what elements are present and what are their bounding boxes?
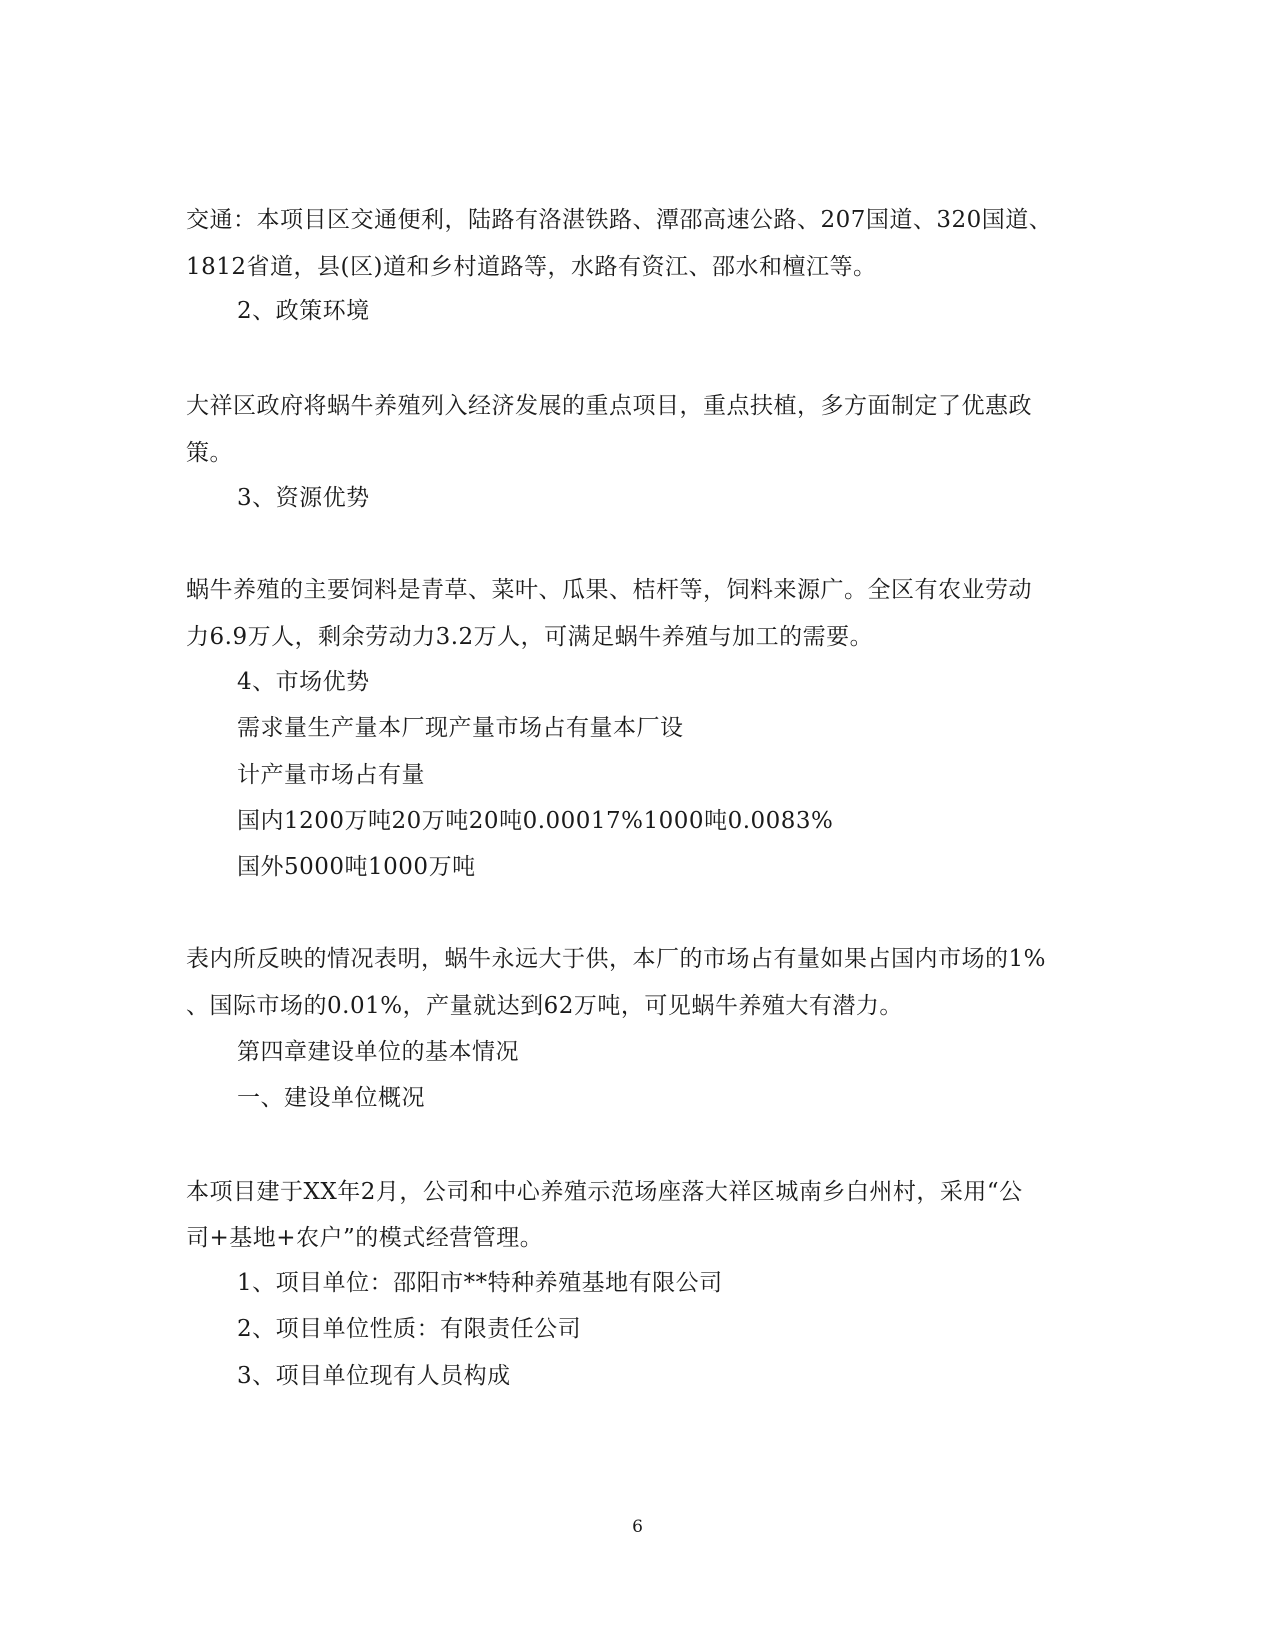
paragraph-transport-line-2: 1812省道，县(区)道和乡村道路等，水路有资江、邵水和檀江等。 [186,254,877,280]
paragraph-resource-line-2: 力6.9万人，剩余劳动力3.2万人，可满足蜗牛养殖与加工的需要。 [186,624,874,650]
list-item-unit-nature: 2、项目单位性质：有限责任公司 [237,1316,582,1342]
paragraph-resource-line-1: 蜗牛养殖的主要饲料是青草、菜叶、瓜果、桔杆等，饲料来源广。全区有农业劳动 [186,577,1032,603]
paragraph-policy-line-1: 大祥区政府将蜗牛养殖列入经济发展的重点项目，重点扶植，多方面制定了优惠政 [186,393,1032,419]
market-table-line-domestic: 国内1200万吨20万吨20吨0.00017%1000吨0.0083% [237,808,834,834]
paragraph-policy-line-2: 策。 [186,440,233,466]
paragraph-unit-overview-line-1: 本项目建于XX年2月，公司和中心养殖示范场座落大祥区城南乡白州村，采用“公 [186,1179,1023,1205]
market-table-line-1: 需求量生产量本厂现产量市场占有量本厂设 [237,715,684,741]
paragraph-market-analysis-line-2: 、国际市场的0.01%，产量就达到62万吨，可见蜗牛养殖大有潜力。 [186,993,903,1019]
paragraph-market-analysis-line-1: 表内所反映的情况表明，蜗牛永远大于供，本厂的市场占有量如果占国内市场的1% [186,946,1046,972]
section-heading: 一、建设单位概况 [237,1085,425,1111]
heading-resource-advantage: 3、资源优势 [237,485,370,511]
market-table-line-2: 计产量市场占有量 [237,762,425,788]
list-item-project-unit: 1、项目单位：邵阳市**特种养殖基地有限公司 [237,1270,723,1296]
paragraph-unit-overview-line-2: 司+基地+农户”的模式经营管理。 [186,1225,544,1251]
market-table-line-foreign: 国外5000吨1000万吨 [237,854,476,880]
list-item-staff-composition: 3、项目单位现有人员构成 [237,1363,511,1389]
paragraph-transport-line-1: 交通：本项目区交通便利，陆路有洛湛铁路、潭邵高速公路、207国道、320国道、 [186,207,1053,233]
page-number: 6 [632,1517,643,1537]
heading-market-advantage: 4、市场优势 [237,669,370,695]
heading-policy-environment: 2、政策环境 [237,298,370,324]
chapter-heading: 第四章建设单位的基本情况 [237,1039,519,1065]
